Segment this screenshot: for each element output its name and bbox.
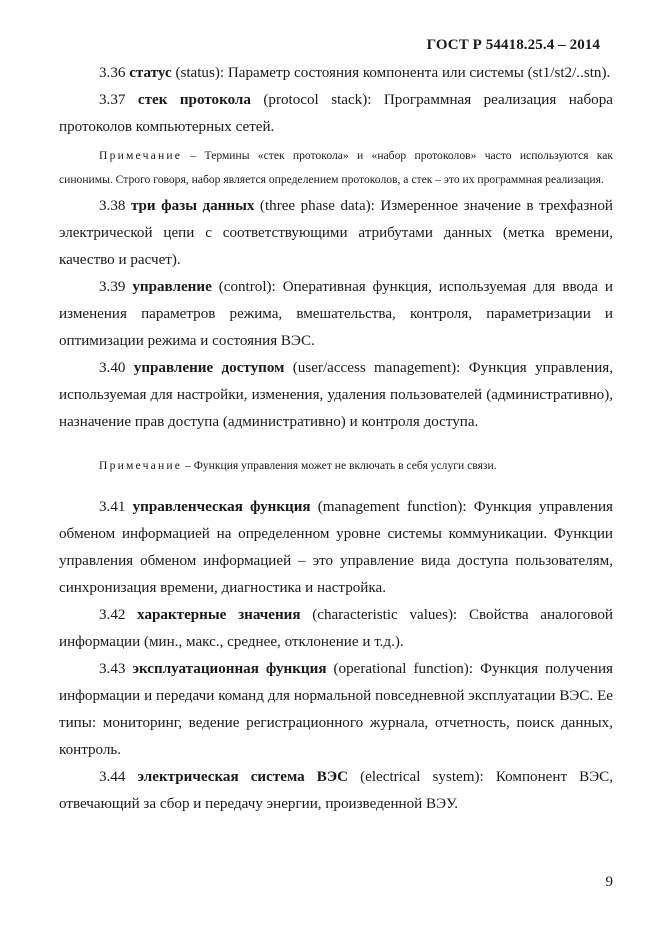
definition-text: Функция управления обменом информацией на определенном уровне системы коммуникации. Функции управления обменом информацией – это управление вида доступа пользователям, синхронизация времени, диагностика и настройка.: [59, 498, 613, 596]
definition-english: (protocol stack):: [263, 92, 372, 108]
definition-3-36: [59, 60, 613, 87]
definition-term: три фазы данных: [130, 198, 255, 214]
definition-number: 3.38: [99, 198, 126, 214]
definition-english: (user/access management):: [292, 360, 461, 376]
definition-english: (three phase data):: [259, 198, 375, 214]
definition-text: Функция получения информации и передачи команд для нормальной повседневной эксплуатации ВЭС. Ее типы: мониторинг, ведение регистрационного журнала, отчетность, поиск данных, контроль.: [59, 660, 613, 758]
note-text: – Термины «стек протокола» и «набор протоколов» часто используются как синонимы. Строго говоря, набор является определением протоколов, а стек – это их программная реализация.: [59, 149, 614, 186]
definition-number: 3.41: [99, 498, 126, 515]
definition-term: электрическая система ВЭС: [137, 768, 348, 785]
definition-number: 3.42: [99, 606, 126, 623]
definition-text: Оперативная функция, используемая для ввода и изменения параметров режима, вмешательства, контроля, параметризации и оптимизации режима и состояния ВЭС.: [59, 279, 613, 349]
note-label: Примечание: [99, 459, 183, 472]
definition-3-38: [59, 193, 613, 274]
definition-3-37: [59, 87, 613, 141]
page-number: 9: [605, 874, 613, 890]
definition-term: управление доступом: [133, 360, 285, 376]
document-body: [59, 60, 613, 818]
definition-number: 3.37: [99, 92, 126, 108]
definition-3-43: [59, 656, 613, 764]
definition-text: Измеренное значение в трехфазной электрической цепи с соответствующими атрибутами данных (метка времени, качество и расчет).: [59, 198, 614, 268]
definition-term: статус: [129, 65, 172, 81]
note-label: Примечание: [99, 149, 183, 162]
definition-english: (characteristic values):: [312, 606, 458, 623]
definition-english: (control):: [218, 279, 276, 295]
definition-text: Функция управления, используемая для настройки, изменения, удаления пользователей (административно), назначение прав доступа (административно) и контроля доступа.: [59, 360, 613, 430]
definition-english: (electrical system):: [360, 768, 484, 785]
definition-number: 3.44: [99, 768, 126, 785]
document-header: ГОСТ Р 54418.25.4 – 2014: [426, 37, 600, 53]
definition-term: эксплуатационная функция: [132, 660, 327, 677]
definition-term: управленческая функция: [132, 498, 311, 515]
definition-number: 3.40: [99, 360, 126, 376]
note-text: – Функция управления может не включать в себя услуги связи.: [185, 459, 497, 472]
definition-3-42: [59, 602, 613, 656]
definition-3-44: [59, 764, 613, 818]
definition-term: управление: [132, 279, 212, 295]
definition-english: (operational function):: [333, 660, 474, 677]
definition-english: (status):: [175, 65, 225, 81]
definition-3-40: [59, 355, 613, 436]
definition-term: характерные значения: [137, 606, 301, 623]
definition-term: стек протокола: [137, 92, 251, 108]
definition-number: 3.39: [99, 279, 126, 295]
definition-english: (management function):: [317, 498, 467, 515]
definition-text: Компонент ВЭС, отвечающий за сбор и передачу энергии, произведенной ВЭУ.: [59, 768, 614, 812]
definition-3-39: [59, 274, 613, 355]
definition-text: Свойства аналоговой информации (мин., макс., среднее, отклонение и т.д.).: [59, 606, 613, 650]
definition-text: Параметр состояния компонента или системы (st1/st2/..stn).: [227, 65, 611, 81]
definition-3-41: [59, 494, 613, 602]
definition-number: 3.43: [99, 660, 126, 677]
definition-text: Программная реализация набора протоколов компьютерных сетей.: [59, 92, 613, 135]
definition-number: 3.36: [99, 65, 126, 81]
note-stack-protocol: [59, 144, 613, 191]
note-access-management: [59, 454, 613, 478]
